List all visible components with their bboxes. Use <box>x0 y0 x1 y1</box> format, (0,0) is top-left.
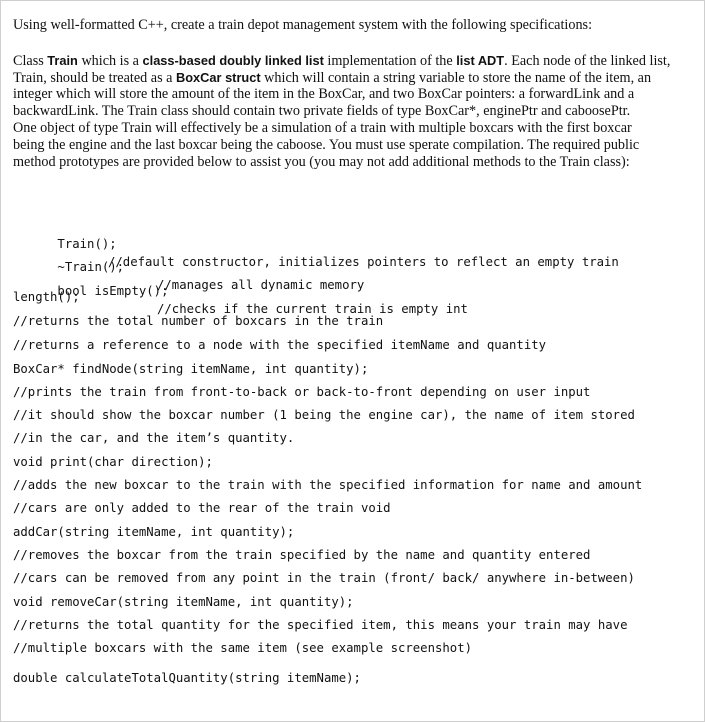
code-line: //in the car, and the item’s quantity. <box>13 431 295 445</box>
code-declaration: bool isEmpty(); <box>57 284 169 298</box>
code-line: addCar(string itemName, int quantity); <box>13 525 295 539</box>
code-line: //prints the train from front-to-back or back-to-front depending on user input <box>13 385 591 399</box>
intro-paragraph: Using well-formatted C++, create a train depot management system with the following specifications: <box>13 17 593 33</box>
code-line: //adds the new boxcar to the train with the specified information for name and amount <box>13 478 643 492</box>
spec-line: One object of type Train will effectively be a simulation of a train with multiple boxcars with the first boxcar <box>13 120 632 136</box>
code-line: //returns the total number of boxcars in the train <box>13 314 384 328</box>
spec-text: which is a <box>77 53 143 69</box>
code-line: //cars can be removed from any point in the train (front/ back/ anywhere in-between) <box>13 571 635 585</box>
code-declaration: Train(); <box>57 237 117 251</box>
code-line: //returns the total quantity for the specified item, this means your train may have <box>13 618 628 632</box>
code-line: void removeCar(string itemName, int quantity); <box>13 595 354 609</box>
code-comment: //default constructor, initializes pointers to reflect an empty train <box>108 255 619 269</box>
code-comment: //manages all dynamic memory <box>157 278 365 292</box>
spec-line <box>13 52 698 69</box>
spec-line: method prototypes are provided below to assist you (you may not add additional methods to the Train class): <box>13 154 630 170</box>
code-line: //multiple boxcars with the same item (see example screenshot) <box>13 641 473 655</box>
code-line: //cars are only added to the rear of the train void <box>13 501 391 515</box>
spec-line: integer which will store the amount of the item in the BoxCar, and two BoxCar pointers: a forwardLink and a <box>13 86 635 102</box>
spec-line <box>13 69 698 86</box>
specification-paragraph <box>13 52 698 171</box>
spec-bold-term: BoxCar struct <box>176 70 261 85</box>
code-declaration: ~Train(); <box>57 260 125 274</box>
code-line: double calculateTotalQuantity(string itemName); <box>13 671 361 685</box>
spec-text: implementation of the <box>323 53 457 69</box>
code-comment: //checks if the current train is empty int <box>157 302 468 316</box>
spec-bold-term: list ADT <box>456 53 505 68</box>
spec-bold-term: Train <box>47 53 78 68</box>
code-line: //returns a reference to a node with the specified itemName and quantity <box>13 338 547 352</box>
code-line: BoxCar* findNode(string itemName, int quantity); <box>13 362 369 376</box>
spec-text: Train, should be treated as a <box>13 70 176 86</box>
code-line: //removes the boxcar from the train specified by the name and quantity entered <box>13 548 591 562</box>
spec-text: . Each node of the linked list, <box>504 53 671 69</box>
code-line: length(); <box>13 290 80 304</box>
spec-line: being the engine and the last boxcar being the caboose. You must use sperate compilation. The required public <box>13 137 640 153</box>
code-line: //it should show the boxcar number (1 being the engine car), the name of item stored <box>13 408 635 422</box>
spec-text: which will contain a string variable to store the name of the item, an <box>260 70 652 86</box>
code-line: void print(char direction); <box>13 455 213 469</box>
spec-line: backwardLink. The Train class should contain two private fields of type BoxCar*, enginePtr and caboosePtr. <box>13 103 631 119</box>
spec-text: Class <box>13 53 48 69</box>
spec-bold-term: class-based doubly linked list <box>142 53 324 68</box>
code-line <box>13 217 619 269</box>
